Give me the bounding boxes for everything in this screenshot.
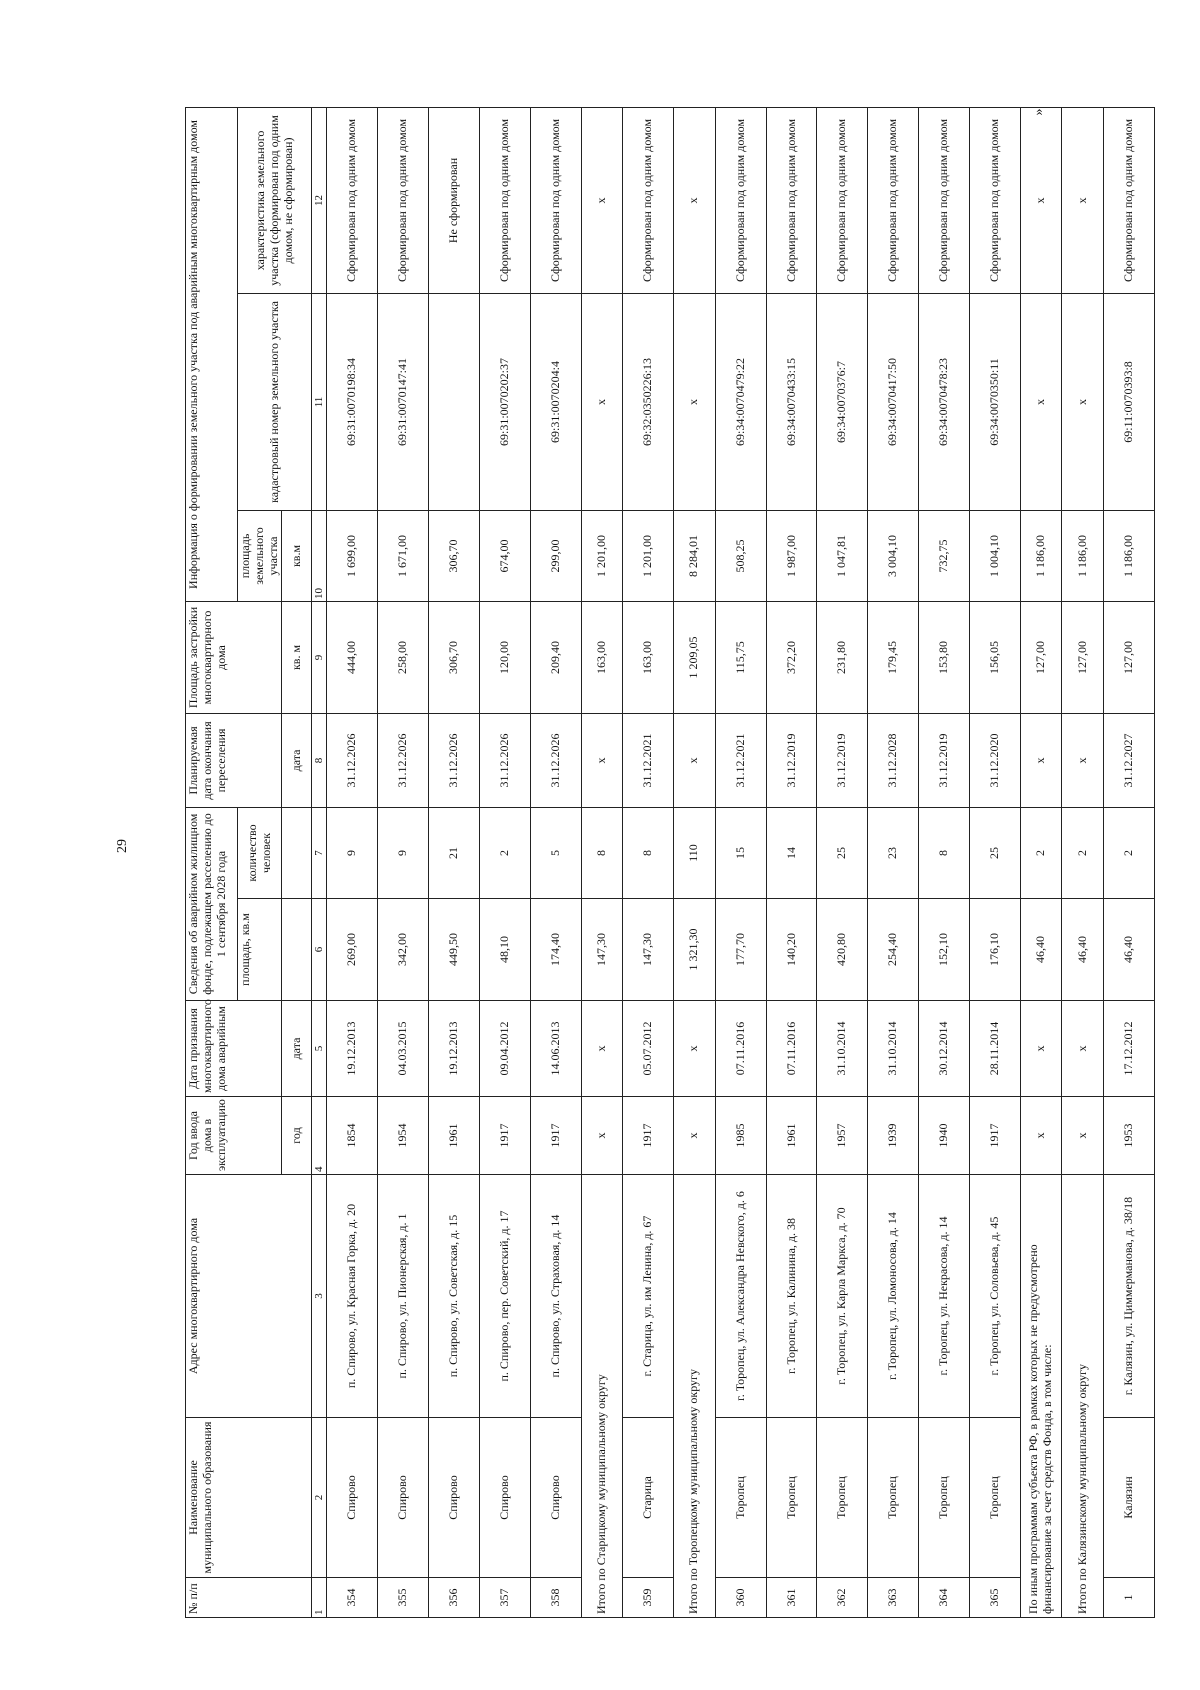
cell-n: 354 bbox=[327, 1578, 378, 1618]
cell-n: 1 bbox=[1103, 1578, 1154, 1618]
total-row bbox=[1062, 107, 1104, 1617]
total-row bbox=[674, 107, 716, 1617]
cell-char: Сформирован под одним домом bbox=[766, 107, 817, 293]
cell-addr: г. Торопец, ул. Некрасова, д. 14 bbox=[919, 1175, 970, 1418]
cell-mun: Спирово bbox=[429, 1418, 480, 1578]
cell-barea: 153,80 bbox=[919, 601, 970, 713]
cell-year: 1917 bbox=[530, 1097, 581, 1175]
cell-char: Сформирован под одним домом bbox=[327, 107, 378, 293]
col-number: 11 bbox=[312, 293, 327, 510]
table-row bbox=[623, 107, 674, 1617]
cell-area: 147,30 bbox=[581, 899, 623, 1001]
cell-people: 8 bbox=[623, 807, 674, 898]
cell-addr: п. Спирово, ул. Советская, д. 15 bbox=[429, 1175, 480, 1418]
cell-end: 31.12.2019 bbox=[817, 713, 868, 807]
cell-barea: 120,00 bbox=[479, 601, 530, 713]
cell-end: x bbox=[674, 713, 716, 807]
cell-cad: 69:34:0070350:11 bbox=[969, 293, 1020, 510]
table-row bbox=[1103, 107, 1154, 1617]
header-municipality: Наименование муниципального образования bbox=[186, 1418, 312, 1578]
cell-rdate: 30.12.2014 bbox=[919, 1001, 970, 1097]
cell-mun: Торопец bbox=[969, 1418, 1020, 1578]
header-num: № п/п bbox=[186, 1578, 312, 1618]
cell-year: 1939 bbox=[868, 1097, 919, 1175]
cell-year: 1957 bbox=[817, 1097, 868, 1175]
cell-label: Итого по Торопецкому муниципальному округу bbox=[674, 1175, 716, 1618]
cell-mun: Калязин bbox=[1103, 1418, 1154, 1578]
table-body bbox=[327, 107, 1155, 1617]
cell-people: 8 bbox=[919, 807, 970, 898]
cell-n: 360 bbox=[715, 1578, 766, 1618]
cell-barea: 209,40 bbox=[530, 601, 581, 713]
cell-cad bbox=[429, 293, 480, 510]
cell-year: 1917 bbox=[623, 1097, 674, 1175]
cell-addr: г. Торопец, ул. Соловьева, д. 45 bbox=[969, 1175, 1020, 1418]
cell-end: 31.12.2028 bbox=[868, 713, 919, 807]
cell-mun: Спирово bbox=[327, 1418, 378, 1578]
cell-addr: г. Старица, ул. им Ленина, д. 67 bbox=[623, 1175, 674, 1418]
cell-mun: Торопец bbox=[817, 1418, 868, 1578]
cell-cad: 69:31:0070202:37 bbox=[479, 293, 530, 510]
cell-rdate: 19.12.2013 bbox=[327, 1001, 378, 1097]
cell-char: Сформирован под одним домом bbox=[623, 107, 674, 293]
cell-label: По иным программам субъекта РФ, в рамках которых не предусмотрено финансирование за счет средств Фонда, в том числе: bbox=[1020, 1175, 1062, 1618]
cell-cad: 69:34:0070417:50 bbox=[868, 293, 919, 510]
cell-cad: x bbox=[1020, 293, 1062, 510]
cell-year: x bbox=[1020, 1097, 1062, 1175]
cell-addr: п. Спирово, ул. Красная Горка, д. 20 bbox=[327, 1175, 378, 1418]
cell-area: 254,40 bbox=[868, 899, 919, 1001]
cell-people: 2 bbox=[1062, 807, 1104, 898]
table-row bbox=[378, 107, 429, 1617]
cell-char: x bbox=[581, 107, 623, 293]
cell-char: x bbox=[1062, 107, 1104, 293]
cell-end: 31.12.2019 bbox=[919, 713, 970, 807]
cell-people: 2 bbox=[1103, 807, 1154, 898]
cell-people: 23 bbox=[868, 807, 919, 898]
cell-year: 1961 bbox=[429, 1097, 480, 1175]
cell-year: 1953 bbox=[1103, 1097, 1154, 1175]
cell-addr: г. Калязин, ул. Циммерманова, д. 38/18 bbox=[1103, 1175, 1154, 1418]
cell-area: 174,40 bbox=[530, 899, 581, 1001]
cell-area: 420,80 bbox=[817, 899, 868, 1001]
cell-barea: 115,75 bbox=[715, 601, 766, 713]
cell-char: Сформирован под одним домом bbox=[868, 107, 919, 293]
cell-larea: 1 699,00 bbox=[327, 510, 378, 601]
cell-char: Сформирован под одним домом bbox=[1103, 107, 1154, 293]
header-land-area: площадь земельного участка bbox=[238, 510, 282, 601]
cell-end: 31.12.2021 bbox=[623, 713, 674, 807]
cell-rdate: x bbox=[581, 1001, 623, 1097]
cell-end: 31.12.2026 bbox=[479, 713, 530, 807]
table-row bbox=[479, 107, 530, 1617]
cell-barea: 127,00 bbox=[1062, 601, 1104, 713]
cell-people: 5 bbox=[530, 807, 581, 898]
cell-rdate: 04.03.2015 bbox=[378, 1001, 429, 1097]
cell-area: 152,10 bbox=[919, 899, 970, 1001]
cell-area: 140,20 bbox=[766, 899, 817, 1001]
col-number: 4 bbox=[312, 1097, 327, 1175]
cell-rdate: 05.07.2012 bbox=[623, 1001, 674, 1097]
cell-people: 25 bbox=[969, 807, 1020, 898]
cell-end: 31.12.2019 bbox=[766, 713, 817, 807]
cell-people: 2 bbox=[479, 807, 530, 898]
table-row bbox=[969, 107, 1020, 1617]
cell-rdate: 28.11.2014 bbox=[969, 1001, 1020, 1097]
table-row bbox=[530, 107, 581, 1617]
cell-people: 25 bbox=[817, 807, 868, 898]
cell-larea: 306,70 bbox=[429, 510, 480, 601]
housing-table bbox=[185, 107, 1155, 1618]
cell-n: 365 bbox=[969, 1578, 1020, 1618]
header-building-area-group: Площадь застройки многоквартирного дома bbox=[186, 601, 282, 713]
cell-n: 363 bbox=[868, 1578, 919, 1618]
cell-char: Сформирован под одним домом bbox=[715, 107, 766, 293]
header-kvm: кв.м bbox=[282, 510, 312, 601]
cell-year: 1985 bbox=[715, 1097, 766, 1175]
cell-rdate: 17.12.2012 bbox=[1103, 1001, 1154, 1097]
cell-n: 362 bbox=[817, 1578, 868, 1618]
cell-rdate: 19.12.2013 bbox=[429, 1001, 480, 1097]
col-number: 3 bbox=[312, 1175, 327, 1418]
header-area-sub bbox=[282, 899, 312, 1001]
cell-mun: Торопец bbox=[868, 1418, 919, 1578]
cell-year: 1954 bbox=[378, 1097, 429, 1175]
cell-end: 31.12.2026 bbox=[530, 713, 581, 807]
table-row bbox=[817, 107, 868, 1617]
cell-people: 2 bbox=[1020, 807, 1062, 898]
header-date2: дата bbox=[282, 713, 312, 807]
cell-larea: 1 201,00 bbox=[623, 510, 674, 601]
cell-larea: 1 186,00 bbox=[1020, 510, 1062, 601]
cell-char: Сформирован под одним домом bbox=[378, 107, 429, 293]
header-year-group: Год ввода дома в эксплуатацию bbox=[186, 1097, 282, 1175]
cell-year: 1917 bbox=[969, 1097, 1020, 1175]
cell-rdate: 07.11.2016 bbox=[766, 1001, 817, 1097]
cell-year: 1917 bbox=[479, 1097, 530, 1175]
cell-barea: 231,80 bbox=[817, 601, 868, 713]
cell-cad: 69:34:0070433:15 bbox=[766, 293, 817, 510]
cell-larea: 732,75 bbox=[919, 510, 970, 601]
cell-addr: п. Спирово, ул. Страховая, д. 14 bbox=[530, 1175, 581, 1418]
cell-barea: 127,00 bbox=[1020, 601, 1062, 713]
cell-char: Сформирован под одним домом bbox=[530, 107, 581, 293]
cell-people: 9 bbox=[378, 807, 429, 898]
cell-people: 110 bbox=[674, 807, 716, 898]
cell-addr: п. Спирово, пер. Советский, д. 17 bbox=[479, 1175, 530, 1418]
cell-end: x bbox=[581, 713, 623, 807]
cell-barea: 156,05 bbox=[969, 601, 1020, 713]
cell-cad: x bbox=[1062, 293, 1104, 510]
page-number: 29 bbox=[115, 839, 130, 853]
cell-char: Сформирован под одним домом bbox=[919, 107, 970, 293]
col-number: 2 bbox=[312, 1418, 327, 1578]
col-number: 8 bbox=[312, 713, 327, 807]
cell-mun: Спирово bbox=[378, 1418, 429, 1578]
table-row bbox=[327, 107, 378, 1617]
col-number: 1 bbox=[312, 1578, 327, 1618]
cell-cad: 69:34:0070478:23 bbox=[919, 293, 970, 510]
cell-year: x bbox=[674, 1097, 716, 1175]
table-header bbox=[186, 107, 327, 1617]
cell-rdate: x bbox=[1020, 1001, 1062, 1097]
cell-n: 358 bbox=[530, 1578, 581, 1618]
cell-n: 357 bbox=[479, 1578, 530, 1618]
cell-end: 31.12.2020 bbox=[969, 713, 1020, 807]
cell-addr: п. Спирово, ул. Пионерская, д. 1 bbox=[378, 1175, 429, 1418]
header-address: Адрес многоквартирного дома bbox=[186, 1175, 312, 1418]
cell-larea: 508,25 bbox=[715, 510, 766, 601]
cell-area: 46,40 bbox=[1020, 899, 1062, 1001]
table-row bbox=[766, 107, 817, 1617]
cell-end: 31.12.2026 bbox=[429, 713, 480, 807]
header-people: количество человек bbox=[238, 807, 282, 898]
cell-mun: Спирово bbox=[530, 1418, 581, 1578]
cell-barea: 163,00 bbox=[581, 601, 623, 713]
col-number: 7 bbox=[312, 807, 327, 898]
header-characteristic: характеристика земельного участка (сформирован под одним домом, не сформирован) bbox=[238, 107, 312, 293]
cell-year: 1961 bbox=[766, 1097, 817, 1175]
col-number: 9 bbox=[312, 601, 327, 713]
cell-larea: 299,00 bbox=[530, 510, 581, 601]
cell-area: 449,50 bbox=[429, 899, 480, 1001]
cell-n: 355 bbox=[378, 1578, 429, 1618]
cell-cad: x bbox=[674, 293, 716, 510]
cell-larea: 1 201,00 bbox=[581, 510, 623, 601]
cell-area: 1 321,30 bbox=[674, 899, 716, 1001]
cell-barea: 258,00 bbox=[378, 601, 429, 713]
total-row bbox=[1020, 107, 1062, 1617]
cell-mun: Торопец bbox=[919, 1418, 970, 1578]
cell-larea: 674,00 bbox=[479, 510, 530, 601]
cell-year: 1940 bbox=[919, 1097, 970, 1175]
cell-larea: 8 284,01 bbox=[674, 510, 716, 601]
cell-mun: Торопец bbox=[766, 1418, 817, 1578]
cell-addr: г. Торопец, ул. Александра Невского, д. 6 bbox=[715, 1175, 766, 1418]
col-number: 6 bbox=[312, 899, 327, 1001]
cell-area: 177,70 bbox=[715, 899, 766, 1001]
table-row bbox=[429, 107, 480, 1617]
header-kvm-spaced: кв. м bbox=[282, 601, 312, 713]
cell-cad: 69:31:0070198:34 bbox=[327, 293, 378, 510]
cell-rdate: 14.06.2013 bbox=[530, 1001, 581, 1097]
cell-n: 364 bbox=[919, 1578, 970, 1618]
cell-cad: 69:34:0070479:22 bbox=[715, 293, 766, 510]
cell-barea: 127,00 bbox=[1103, 601, 1154, 713]
cell-area: 147,30 bbox=[623, 899, 674, 1001]
cell-char: Сформирован под одним домом bbox=[479, 107, 530, 293]
header-year: год bbox=[282, 1097, 312, 1175]
cell-barea: 179,45 bbox=[868, 601, 919, 713]
cell-rdate: 31.10.2014 bbox=[868, 1001, 919, 1097]
header-people-sub bbox=[282, 807, 312, 898]
cell-area: 48,10 bbox=[479, 899, 530, 1001]
cell-rdate: 09.04.2012 bbox=[479, 1001, 530, 1097]
cell-larea: 1 047,81 bbox=[817, 510, 868, 601]
cell-area: 46,40 bbox=[1062, 899, 1104, 1001]
table-row bbox=[868, 107, 919, 1617]
cell-label: Итого по Калязинскому муниципальному округу bbox=[1062, 1175, 1104, 1618]
header-housing-group: Сведения об аварийном жилищном фонде, подлежащем расселению до 1 сентября 2028 года bbox=[186, 807, 238, 1000]
cell-barea: 444,00 bbox=[327, 601, 378, 713]
cell-year: x bbox=[581, 1097, 623, 1175]
cell-barea: 372,20 bbox=[766, 601, 817, 713]
cell-rdate: 31.10.2014 bbox=[817, 1001, 868, 1097]
cell-cad: x bbox=[581, 293, 623, 510]
cell-area: 46,40 bbox=[1103, 899, 1154, 1001]
cell-area: 176,10 bbox=[969, 899, 1020, 1001]
cell-end: x bbox=[1020, 713, 1062, 807]
col-number: 12 bbox=[312, 107, 327, 293]
cell-addr: г. Торопец, ул. Ломоносова, д. 14 bbox=[868, 1175, 919, 1418]
table-row bbox=[715, 107, 766, 1617]
cell-people: 14 bbox=[766, 807, 817, 898]
cell-end: 31.12.2021 bbox=[715, 713, 766, 807]
header-area-kvm: площадь, кв.м bbox=[238, 899, 282, 1001]
cell-cad: 69:11:0070393:8 bbox=[1103, 293, 1154, 510]
cell-rdate: x bbox=[1062, 1001, 1104, 1097]
cell-barea: 163,00 bbox=[623, 601, 674, 713]
cell-end: 31.12.2027 bbox=[1103, 713, 1154, 807]
header-resettlement-group: Планируемая дата окончания переселения bbox=[186, 713, 282, 807]
cell-mun: Спирово bbox=[479, 1418, 530, 1578]
cell-mun: Торопец bbox=[715, 1418, 766, 1578]
cell-barea: 1 209,05 bbox=[674, 601, 716, 713]
cell-people: 9 bbox=[327, 807, 378, 898]
corner-mark: » bbox=[1031, 108, 1047, 116]
cell-char: Не сформирован bbox=[429, 107, 480, 293]
header-land-group: Информация о формировании земельного участка под аварийным многоквартирным домом bbox=[186, 107, 238, 601]
cell-people: 15 bbox=[715, 807, 766, 898]
cell-addr: г. Торопец, ул. Карла Маркса, д. 70 bbox=[817, 1175, 868, 1418]
cell-year: 1854 bbox=[327, 1097, 378, 1175]
cell-barea: 306,70 bbox=[429, 601, 480, 713]
col-number: 5 bbox=[312, 1001, 327, 1097]
col-number: 10 bbox=[312, 510, 327, 601]
cell-n: 356 bbox=[429, 1578, 480, 1618]
cell-people: 21 bbox=[429, 807, 480, 898]
cell-cad: 69:34:0070376:7 bbox=[817, 293, 868, 510]
cell-char: Сформирован под одним домом bbox=[817, 107, 868, 293]
cell-char: Сформирован под одним домом bbox=[969, 107, 1020, 293]
total-row bbox=[581, 107, 623, 1617]
cell-larea: 1 186,00 bbox=[1062, 510, 1104, 601]
cell-year: x bbox=[1062, 1097, 1104, 1175]
cell-people: 8 bbox=[581, 807, 623, 898]
cell-area: 342,00 bbox=[378, 899, 429, 1001]
cell-mun: Старица bbox=[623, 1418, 674, 1578]
cell-char: x bbox=[674, 107, 716, 293]
cell-larea: 1 004,10 bbox=[969, 510, 1020, 601]
cell-addr: г. Торопец, ул. Калинина, д. 38 bbox=[766, 1175, 817, 1418]
cell-rdate: x bbox=[674, 1001, 716, 1097]
table-row bbox=[919, 107, 970, 1617]
header-recognition-group: Дата признания многоквартирного дома аварийным bbox=[186, 1001, 282, 1097]
cell-larea: 1 186,00 bbox=[1103, 510, 1154, 601]
cell-n: 359 bbox=[623, 1578, 674, 1618]
cell-larea: 1 987,00 bbox=[766, 510, 817, 601]
cell-area: 269,00 bbox=[327, 899, 378, 1001]
rotated-table-container bbox=[185, 108, 1155, 1618]
cell-end: 31.12.2026 bbox=[378, 713, 429, 807]
cell-cad: 69:31:0070147:41 bbox=[378, 293, 429, 510]
cell-rdate: 07.11.2016 bbox=[715, 1001, 766, 1097]
column-number-row bbox=[312, 107, 327, 1617]
cell-n: 361 bbox=[766, 1578, 817, 1618]
cell-end: 31.12.2026 bbox=[327, 713, 378, 807]
header-cadastral: кадастровый номер земельного участка bbox=[238, 293, 312, 510]
cell-label: Итого по Старицкому муниципальному округу bbox=[581, 1175, 623, 1618]
cell-char: x bbox=[1020, 107, 1062, 293]
cell-larea: 1 671,00 bbox=[378, 510, 429, 601]
cell-larea: 3 004,10 bbox=[868, 510, 919, 601]
cell-end: x bbox=[1062, 713, 1104, 807]
header-date: дата bbox=[282, 1001, 312, 1097]
cell-cad: 69:31:0070204:4 bbox=[530, 293, 581, 510]
cell-cad: 69:32:0350226:13 bbox=[623, 293, 674, 510]
